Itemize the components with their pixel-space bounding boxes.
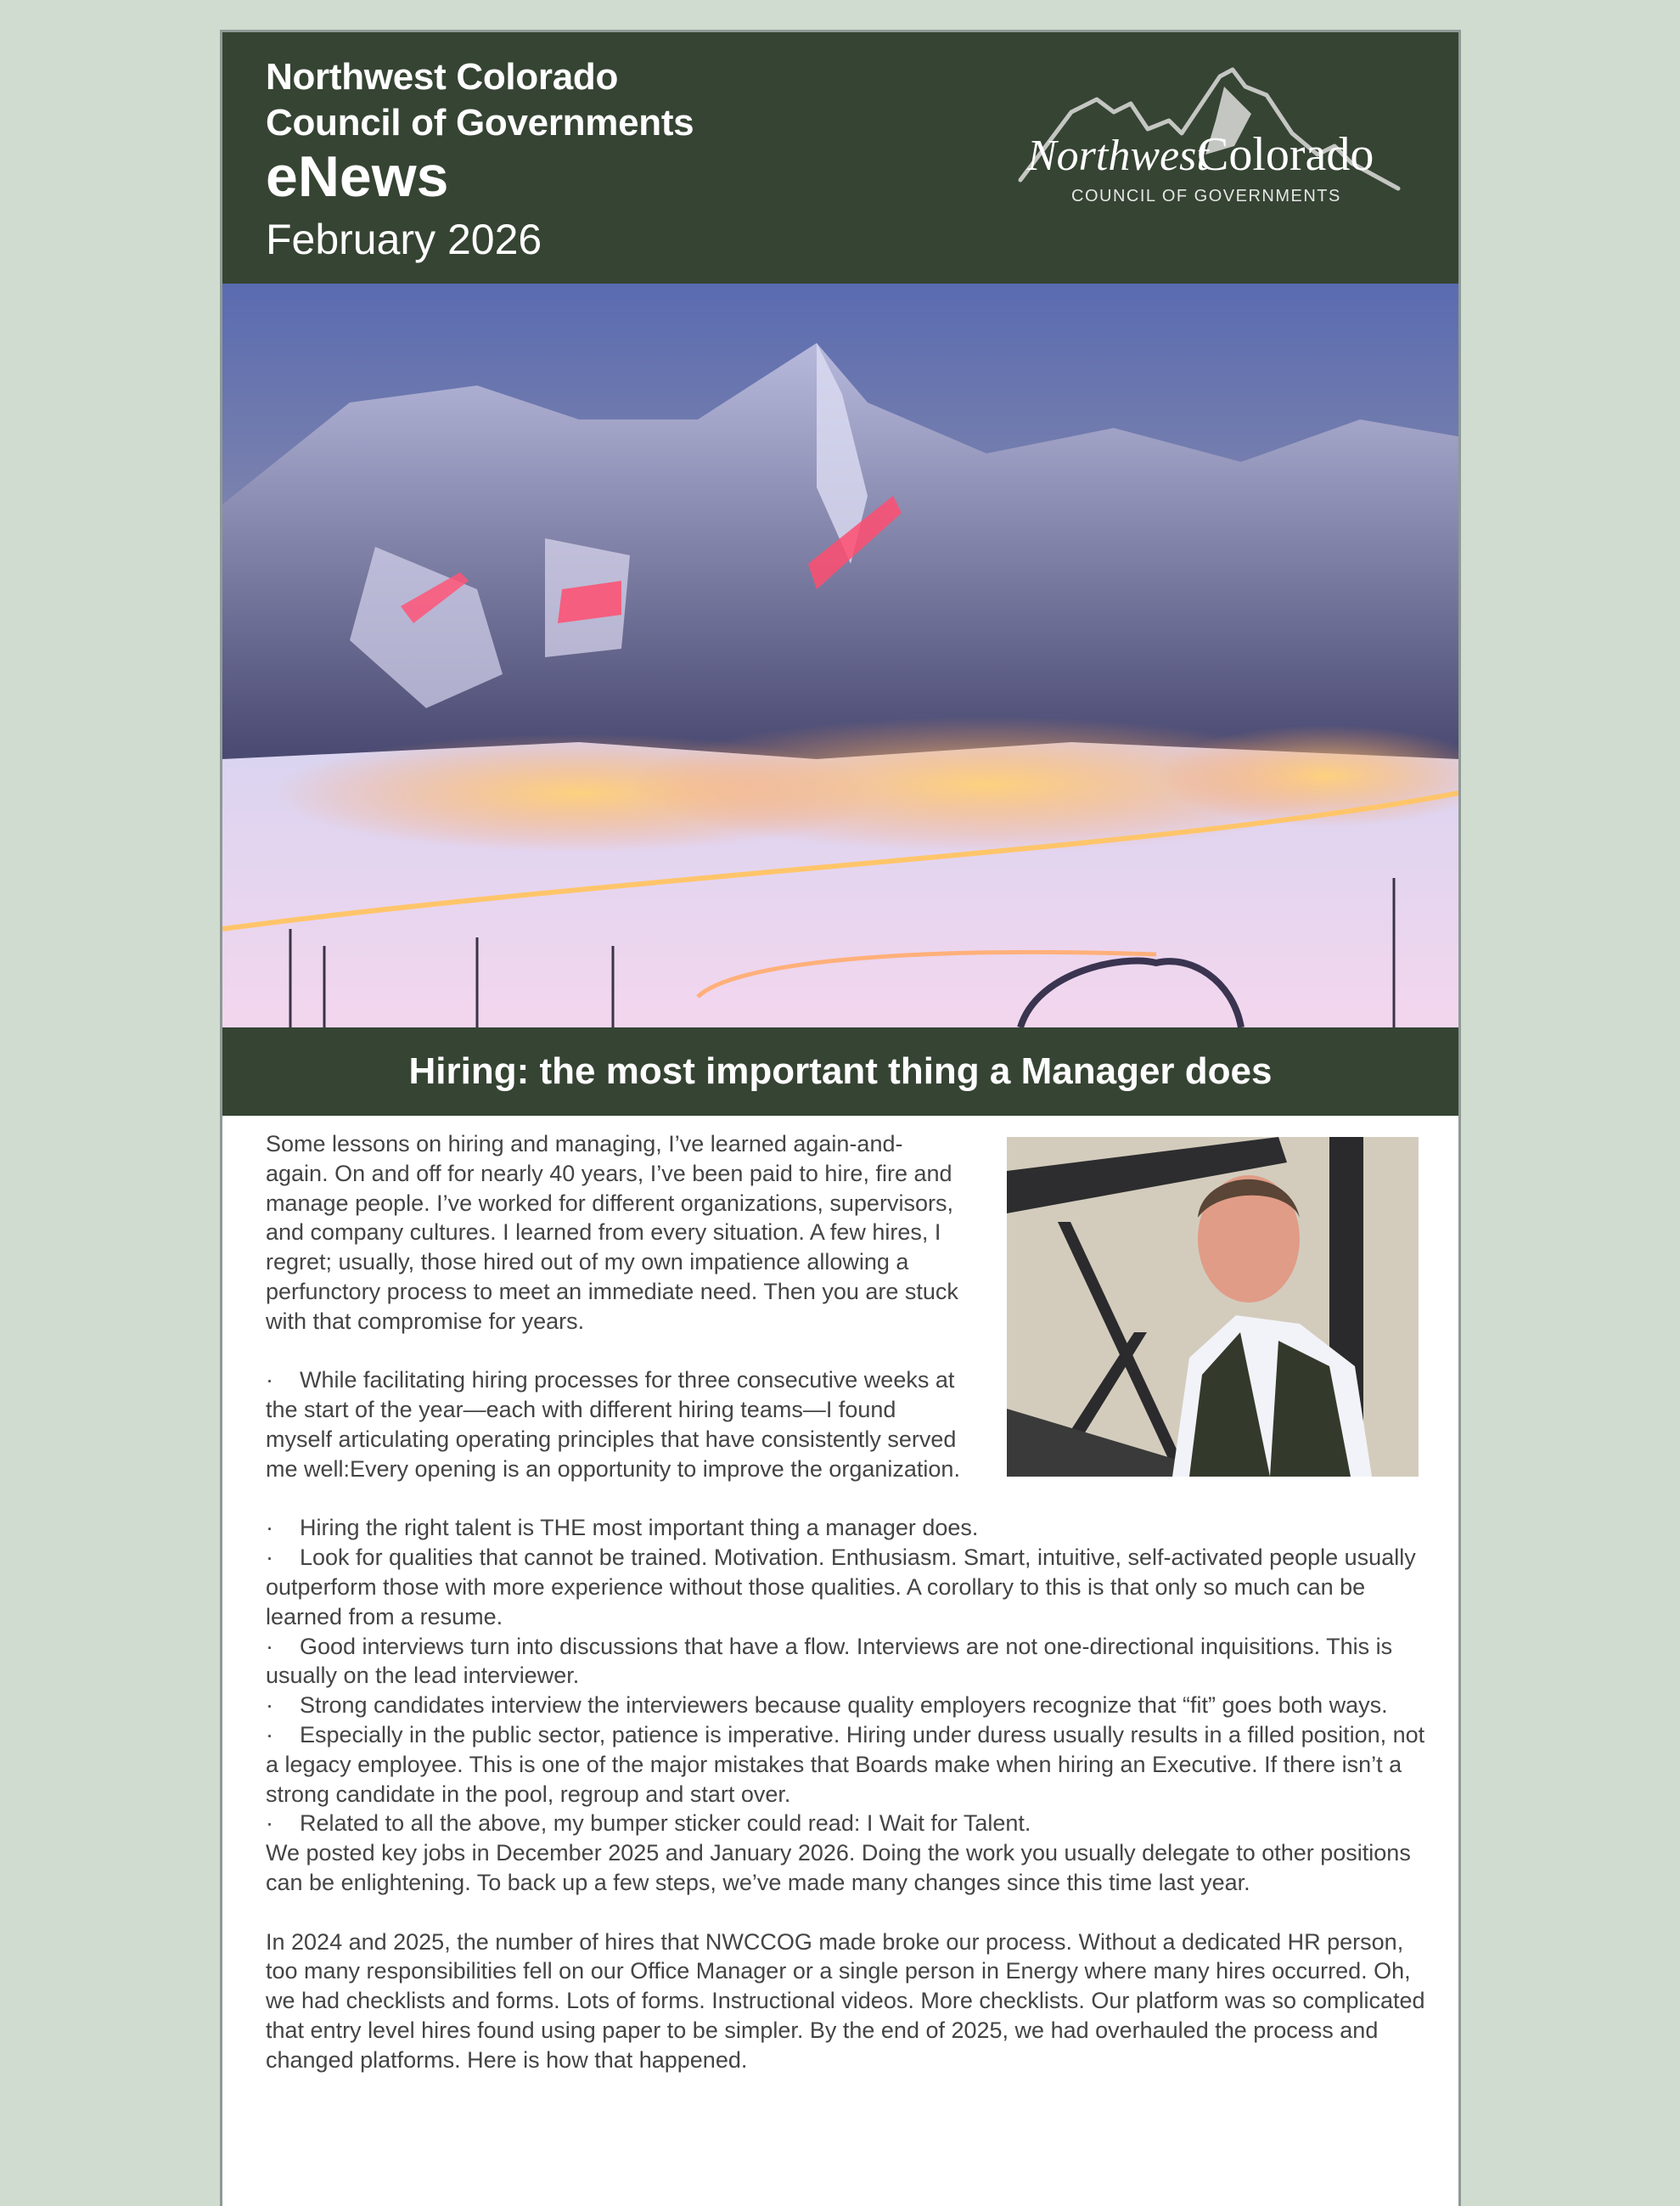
article-paragraph-3: In 2024 and 2025, the number of hires that NWCCOG made broke our process. Without a dedicated HR person, too many responsibilities fell on our Office Manager or a single person in Energy where many hires occurred. Oh, we had checklists and forms. Lots of forms. Instructional videos. More checklists. Our platform was so complicated that entry level hires found using paper to be simpler. By the end of 2025, we had overhauled the process and changed platforms. Here is how that happened.: [266, 1928, 1425, 2073]
article-bullet: · Especially in the public sector, patience is imperative. Hiring under duress usually results in a filled position, not a legacy employee. This is one of the major mistakes that Boards make when hiring an Executive. If there isn’t a strong candidate in the pool, regroup and start over.: [266, 1721, 1425, 1807]
issue-date: February 2026: [266, 216, 542, 263]
newsletter-header: [222, 32, 1458, 284]
bullet-dot-icon: ·: [266, 1515, 273, 1541]
ski-town-night-scene-icon: [222, 284, 1458, 1027]
bullet-dot-icon: ·: [266, 1721, 273, 1747]
article-title: Hiring: the most important thing a Manager does: [408, 1050, 1273, 1092]
article-first-bullet: · While facilitating hiring processes for three consecutive weeks at the start of the year—each with different hiring teams—I found myself articulating operating principles that have consistently served me well:Every opening is an opportunity to improve the organization.: [266, 1367, 960, 1482]
bullet-dot-icon: ·: [266, 1545, 273, 1571]
bullet-dot-icon: ·: [266, 1810, 273, 1837]
bullet-dot-icon: ·: [266, 1692, 273, 1719]
article-paragraph-2: We posted key jobs in December 2025 and January 2026. Doing the work you usually delegate to other positions can be enlightening. To back up a few steps, we’ve made many changes since this time last year.: [266, 1840, 1411, 1895]
logo-script-text: Northwest: [1027, 132, 1209, 180]
hero-image: [222, 284, 1458, 1027]
article-intro: Some lessons on hiring and managing, I’ve learned again-and-again. On and off for nearly 40 years, I’ve been paid to hire, fire and manage people. I’ve worked for different organizations, supervisors, and company cultures. I learned from every situation. A few hires, I regret; usually, those hired out of my own impatience allowing a perfunctory process to meet an immediate need. Then you are stuck with that compromise for years.: [266, 1131, 958, 1334]
newsletter-card: [220, 30, 1461, 2206]
logo-serif-text: Colorado: [1197, 128, 1374, 181]
article-bullet: · Hiring the right talent is THE most important thing a manager does.: [266, 1513, 1429, 1543]
logo-subtitle: COUNCIL OF GOVERNMENTS: [1071, 187, 1341, 205]
nwccog-mountain-logo-icon: [1012, 53, 1402, 214]
article-body: [266, 1129, 1429, 2075]
article-title-banner: [222, 1027, 1458, 1116]
article-bullet: · Strong candidates interview the interviewers because quality employers recognize that “fit” goes both ways.: [266, 1691, 1429, 1720]
organization-name: [266, 54, 694, 146]
article-bullet: · Look for qualities that cannot be trained. Motivation. Enthusiasm. Smart, intuitive, self-activated people usually outperform those with more experience without those qualities. A corollary to this is that only so much can be learned from a resume.: [266, 1545, 1416, 1629]
org-name-line1: Northwest Colorado: [266, 56, 619, 98]
publication-title: eNews: [266, 144, 449, 209]
bullet-dot-icon: ·: [266, 1367, 273, 1393]
org-name-line2: Council of Governments: [266, 102, 694, 144]
article-bullet: · Good interviews turn into discussions that have a flow. Interviews are not one-directional inquisitions. This is usually on the lead interviewer.: [266, 1633, 1393, 1689]
bullet-dot-icon: ·: [266, 1633, 273, 1659]
article-bullet: · Related to all the above, my bumper sticker could read: I Wait for Talent.: [266, 1809, 1429, 1838]
